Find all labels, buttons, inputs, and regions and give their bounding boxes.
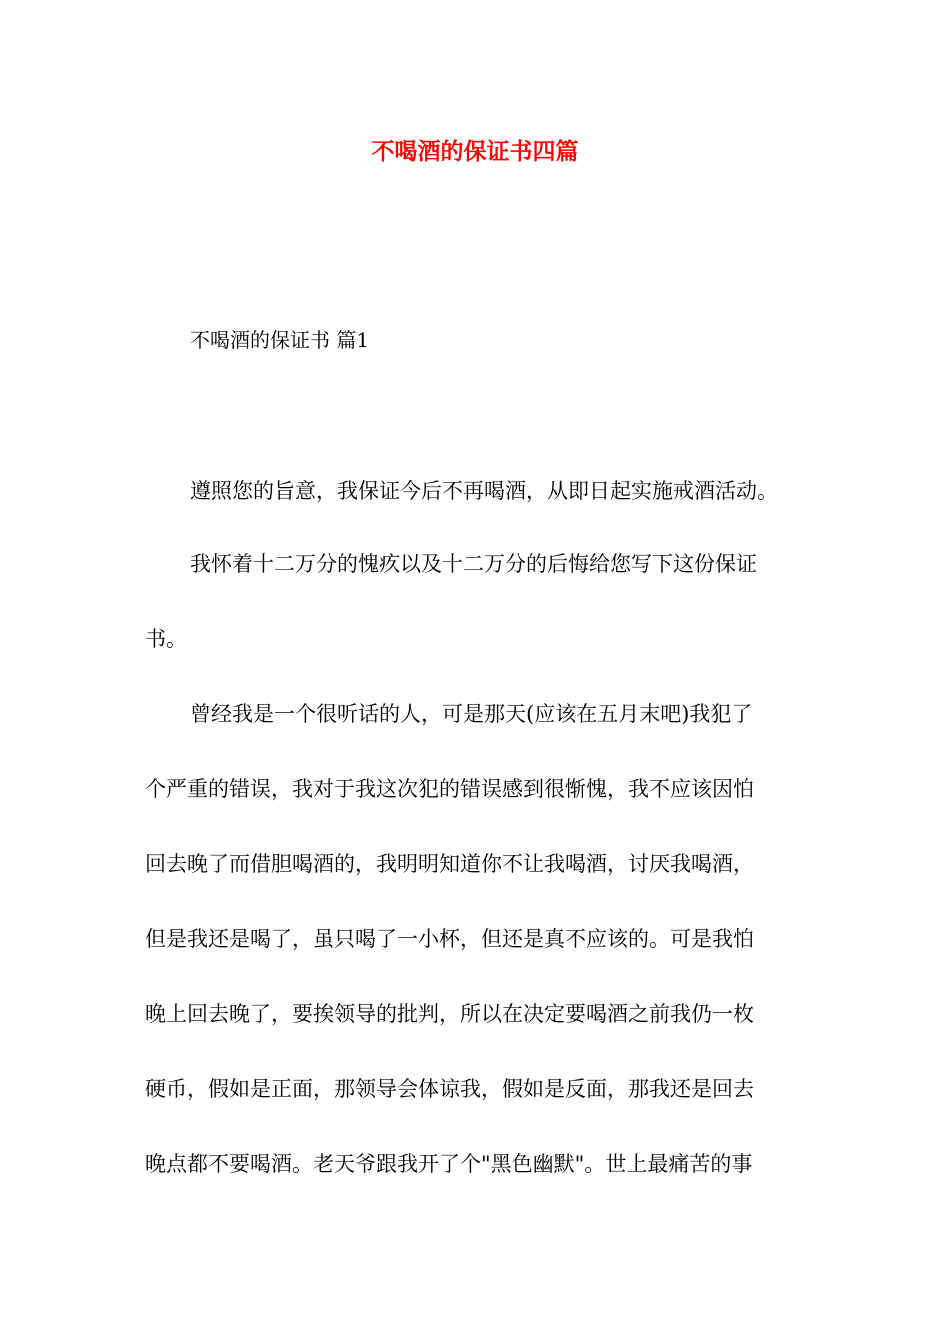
- paragraph-line: 但是我还是喝了，虽只喝了一小杯，但还是真不应该的。可是我怕: [145, 927, 754, 951]
- paragraph-line: 遵照您的旨意，我保证今后不再喝酒，从即日起实施戒酒活动。: [190, 479, 778, 503]
- paragraph-line: 曾经我是一个很听话的人，可是那天(应该在五月末吧)我犯了: [190, 702, 753, 726]
- paragraph-line: 书。: [145, 627, 187, 651]
- document-title: 不喝酒的保证书四篇: [371, 138, 579, 165]
- paragraph-line: 晚上回去晚了，要挨领导的批判，所以在决定要喝酒之前我仍一枚: [145, 1002, 754, 1026]
- section-heading: 不喝酒的保证书 篇1: [190, 328, 370, 352]
- paragraph-line: 我怀着十二万分的愧疚以及十二万分的后悔给您写下这份保证: [190, 552, 757, 576]
- paragraph-line: 回去晚了而借胆喝酒的，我明明知道你不让我喝酒，讨厌我喝酒，: [145, 852, 754, 876]
- paragraph-line: 硬币，假如是正面，那领导会体谅我，假如是反面，那我还是回去: [145, 1077, 754, 1101]
- paragraph-line: 晚点都不要喝酒。老天爷跟我开了个"黑色幽默"。世上最痛苦的事: [145, 1152, 753, 1176]
- paragraph-line: 个严重的错误，我对于我这次犯的错误感到很惭愧，我不应该因怕: [145, 777, 754, 801]
